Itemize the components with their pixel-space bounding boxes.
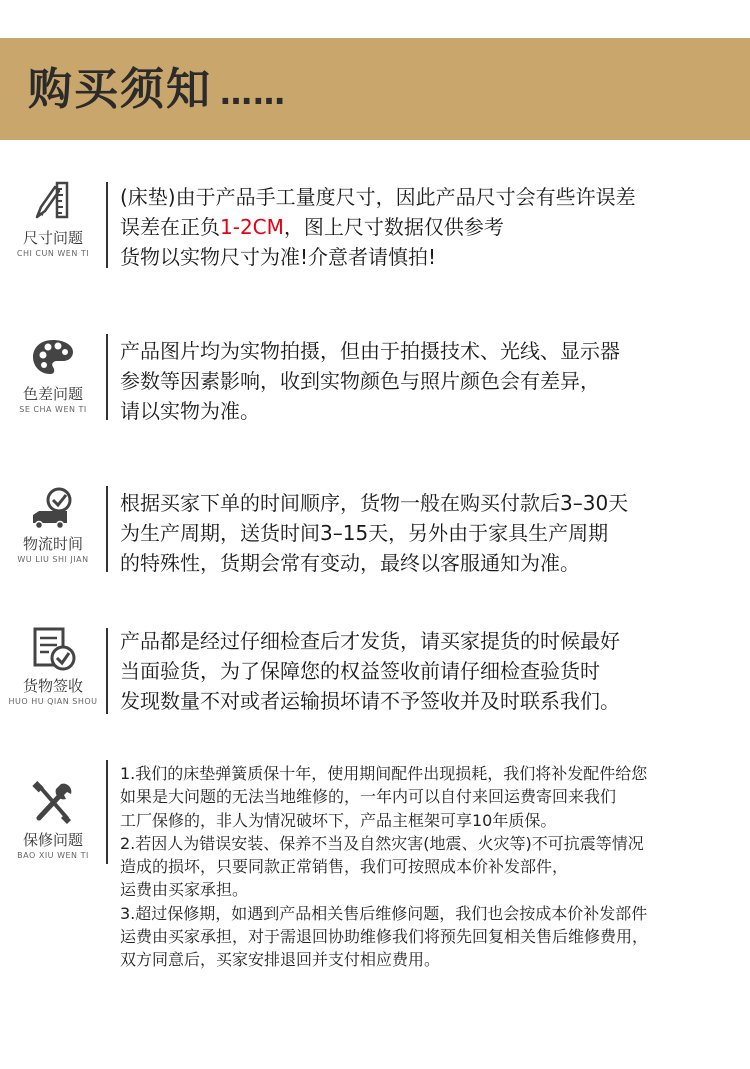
section-receipt-label: 货物签收 — [22, 677, 83, 695]
section-color-line-1: 产品图片均为实物拍摄，但由于拍摄技术、光线、显示器 — [120, 339, 620, 363]
section-warranty-line-9: 双方同意后，买家安排退回并支付相应费用。 — [120, 950, 441, 970]
section-receipt-line-1: 产品都是经过仔细检查后才发货，请买家提货的时候最好 — [120, 629, 620, 653]
section-size-label: 尺寸问题 — [22, 229, 83, 247]
page-title — [28, 60, 286, 123]
section-warranty-line-6: 运费由买家承担。 — [120, 880, 249, 900]
section-size-divider — [106, 182, 108, 268]
section-receipt-text — [120, 626, 620, 716]
section-warranty-divider — [106, 760, 108, 864]
page-title-dots: …… — [220, 74, 286, 112]
section-logistics-text — [120, 488, 628, 578]
section-receipt-icon-col — [0, 626, 106, 708]
header-banner — [0, 38, 750, 140]
section-logistics-line-3: 的特殊性，货期会常有变动，最终以客服通知为准。 — [120, 551, 580, 575]
section-warranty-line-5: 造成的损坏，只要同款正常销售，我们可按照成本价补发部件， — [120, 857, 569, 877]
section-warranty-line-1: 1.我们的床垫弹簧质保十年，使用期间配件出现损耗，我们将补发配件给您 — [120, 764, 648, 783]
section-warranty-line-8: 运费由买家承担，对于需退回协助维修我们将预先回复相关售后维修费用， — [120, 927, 649, 947]
section-warranty-text — [120, 762, 648, 972]
palette-icon — [0, 334, 106, 380]
section-logistics-icon-col — [0, 484, 106, 566]
section-logistics-line-1: 根据买家下单的时间顺序，货物一般在购买付款后3–30天 — [120, 491, 629, 515]
section-size-line-3: 货物以实物尺寸为准!介意者请慎拍! — [120, 245, 437, 269]
section-color-text — [120, 336, 620, 426]
section-logistics-line-2: 为生产周期，送货时间3–15天，另外由于家具生产周期 — [120, 521, 609, 545]
section-size-line-2 — [120, 212, 636, 242]
section-size-icon-col — [0, 178, 106, 260]
section-color-sub: SE CHA WEN TI — [19, 405, 87, 414]
section-warranty-sub: BAO XIU WEN TI — [17, 851, 89, 860]
section-logistics-divider — [106, 486, 108, 572]
truck-check-icon — [0, 484, 106, 530]
section-size-text — [120, 182, 636, 272]
section-color-line-2: 参数等因素影响，收到实物颜色与照片颜色会有差异， — [120, 369, 600, 393]
section-size-line-2-tail: ，图上尺寸数据仅供参考 — [283, 215, 504, 239]
section-color-icon-col — [0, 334, 106, 416]
section-receipt-line-3: 发现数量不对或者运输损坏请不予签收并及时联系我们。 — [120, 689, 620, 713]
section-warranty-line-4: 2.若因人为错误安装、保养不当及自然灾害(地震、火灾等)不可抗震等情况 — [120, 833, 644, 853]
section-receipt-sub: HUO HU QIAN SHOU — [8, 697, 98, 706]
ruler-pencil-icon — [0, 178, 106, 224]
section-size-line-2-head: 误差在正负 — [120, 215, 220, 239]
section-warranty-line-2: 如果是大问题的无法当地维修的，一年内可以自付来回运费寄回来我们 — [120, 787, 617, 807]
section-receipt-line-2: 当面验货，为了保障您的权益签收前请仔细检查验货时 — [120, 659, 600, 683]
section-warranty-icon-col — [0, 780, 106, 862]
section-logistics-sub: WU LIU SHI JIAN — [17, 555, 89, 564]
section-warranty-label: 保修问题 — [22, 831, 83, 849]
section-size-line-1: (床垫)由于产品手工量度尺寸，因此产品尺寸会有些许误差 — [120, 185, 636, 209]
document-check-icon — [0, 626, 106, 672]
section-size-sub: CHI CUN WEN TI — [16, 249, 90, 258]
section-color-line-3: 请以实物为准。 — [120, 399, 260, 423]
page-title-text: 购买须知 — [28, 64, 212, 115]
section-receipt-divider — [106, 628, 108, 714]
size-tolerance-highlight: 1-2CM — [220, 215, 284, 239]
section-color-label: 色差问题 — [22, 385, 83, 403]
section-logistics-label: 物流时间 — [22, 535, 83, 553]
wrench-screwdriver-icon — [0, 780, 106, 826]
section-color-divider — [106, 334, 108, 420]
section-warranty-line-7: 3.超过保修期，如遇到产品相关售后维修问题，我们也会按成本价补发部件 — [120, 903, 648, 923]
section-warranty-line-3: 工厂保修的，非人为情况破坏下，产品主框架可享10年质保。 — [120, 810, 557, 830]
